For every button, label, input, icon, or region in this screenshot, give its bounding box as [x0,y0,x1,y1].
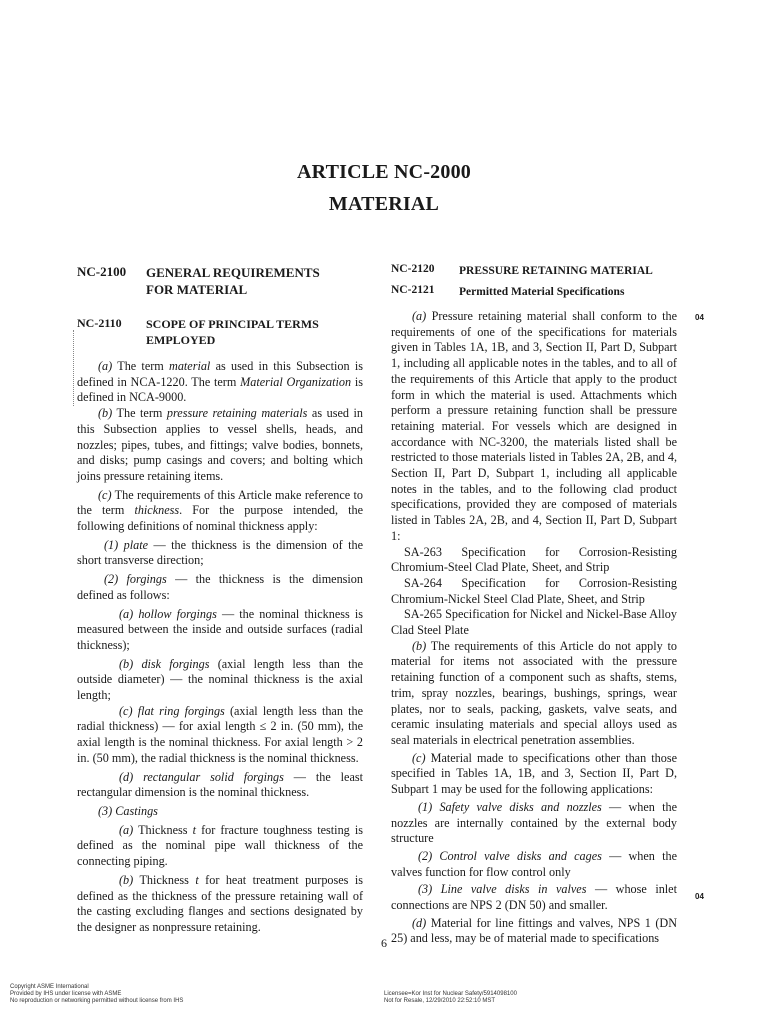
paragraph-c1: (1) plate — the thickness is the dimension of the short transverse direction; [77,537,363,568]
section-number-nc2120: NC-2120 [391,263,435,275]
section-title-nc2120: PRESSURE RETAINING MATERIAL [459,265,653,277]
section-title-line: GENERAL REQUIREMENTS [146,265,320,280]
footer-line: Provided by IHS under license with ASME [10,991,122,997]
section-number-nc2121: NC-2121 [391,284,435,296]
revision-bar [73,330,74,406]
section-number-nc2100: NC-2100 [77,264,127,279]
footer-copyright [10,984,183,1005]
paragraph-c2: (2) Control valve disks and cages — when the valves function for flow control only [391,848,677,879]
section-title-line: FOR MATERIAL [146,282,248,297]
paragraph-a: (a) Pressure retaining material shall conform to the requirements of one of the specifications for materials given in Tables 1A, 1B, and 3, Section II, Part D, Subpart 1, including all applicable notes in the tables, and to all of the requirements of this Article that apply to the product form in which the material is used. Attachments which perform a pressure retaining function shall be pressure retaining material. For vessels which are designed in accordance with NC-3200, the materials listed shall be restricted to those materials listed in Tables 2A, 2B, and 4, Section II, Part D, Subpart 1, including all applicable notes in the tables, and to the following clad product specifications, provided they are composed of materials listed in Tables 2A, 2B, and 4, Section II, Part D, Subpart 1: [391,309,677,543]
paragraph-c2d: (d) rectangular solid forgings — the least rectangular dimension is the nominal thickness. [77,769,363,800]
footer-line: No reproduction or networking permitted without license from IHS [10,998,184,1004]
paragraph-c3: (3) Castings [98,803,158,818]
article-subject: MATERIAL [328,193,440,215]
paragraph-c2c: (c) flat ring forgings (axial length less than the radial thickness) — for axial length ≤ 2 in. (50 mm), the axial length is the nominal thickness. For axial length > 2 in. (50 mm), the radial thickness is the nominal thickness. [77,703,363,765]
paragraph-c3: (3) Line valve disks in valves — whose inlet connections are NPS 2 (DN 50) and smaller. [391,882,677,913]
section-title-nc2110 [146,316,366,348]
footer-line: Copyright ASME International [10,984,89,990]
paragraph-c: (c) Material made to specifications other than those specified in Tables 1A, 1B, and 3, Section II, Part D, Subpart 1 may be used for the following applications: [391,750,677,797]
section-title-nc2121: Permitted Material Specifications [459,286,625,298]
section-title-nc2100 [146,264,356,298]
section-number-nc2110: NC-2110 [77,316,122,330]
section-title-line: SCOPE OF PRINCIPAL TERMS [146,317,319,331]
paragraph-c3b: (b) Thickness t for heat treatment purposes is defined as the thickness of the pressure retaining wall of the casting excluding flanges and sections designated by the designer as nonpressure retaining. [77,872,363,934]
paragraph-c2: (2) forgings — the thickness is the dimension defined as follows: [77,572,363,602]
paragraph-b: (b) The term pressure retaining materials as used in this Subsection applies to vessel shells, heads, and nozzles; pipes, tubes, and fittings; valve bodies, bonnets, and disks; pump casings and covers; and bolting which joins pressure retaining items. [77,406,363,483]
spec-sa-263: SA-263 Specification for Corrosion-Resisting Chromium-Steel Clad Plate, Sheet, and Strip [391,544,677,575]
footer-line: Licensee=Kor Inst for Nuclear Safety/5914098100 [384,991,517,997]
revision-mark: 04 [695,313,704,322]
paragraph-d: (d) Material for line fittings and valves, NPS 1 (DN 25) and less, may be of material made to specifications [391,915,677,946]
footer-license [384,991,517,1005]
paragraph-c2b: (b) disk forgings (axial length less than the outside diameter) — the nominal thickness is the axial length; [77,656,363,703]
paragraph-b: (b) The requirements of this Article do not apply to material for items not associated with the pressure retaining function of a component such as shafts, stems, trim, spray nozzles, bearings, bushings, springs, wear plates, nor to seals, packing, gaskets, valve seats, and ceramic insulating materials and special alloys used as seal materials in electrical penetration assemblies. [391,638,677,747]
footer-line: Not for Resale, 12/29/2010 22:52:10 MST [384,998,496,1004]
spec-sa-264: SA-264 Specification for Corrosion-Resisting Chromium-Nickel Steel Clad Plate, Sheet, and Strip [391,575,677,606]
spec-sa-265: SA-265 Specification for Nickel and Nickel-Base Alloy Clad Steel Plate [391,607,677,638]
right-column-body [391,309,677,947]
paragraph-c3a: (a) Thickness t for fracture toughness testing is defined as the nominal pipe wall thickness of the connecting piping. [77,822,363,869]
article-title: ARTICLE NC-2000 [297,161,471,183]
paragraph-a: (a) The term material as used in this Subsection is defined in NCA-1220. The term Material Organization is defined in NCA-9000. [77,359,363,405]
left-column-body [77,359,363,936]
paragraph-c: (c) The requirements of this Article make reference to the term thickness. For the purpose intended, the following definitions of nominal thickness apply: [77,487,363,534]
paragraph-c1: (1) Safety valve disks and nozzles — when the nozzles are internally contained by the external body structure [391,799,677,846]
paragraph-c2a: (a) hollow forgings — the nominal thickness is measured between the inside and outside surfaces (radial thickness); [77,606,363,652]
page-number: 6 [381,936,387,950]
revision-mark: 04 [695,892,704,901]
section-title-line: EMPLOYED [146,333,216,347]
